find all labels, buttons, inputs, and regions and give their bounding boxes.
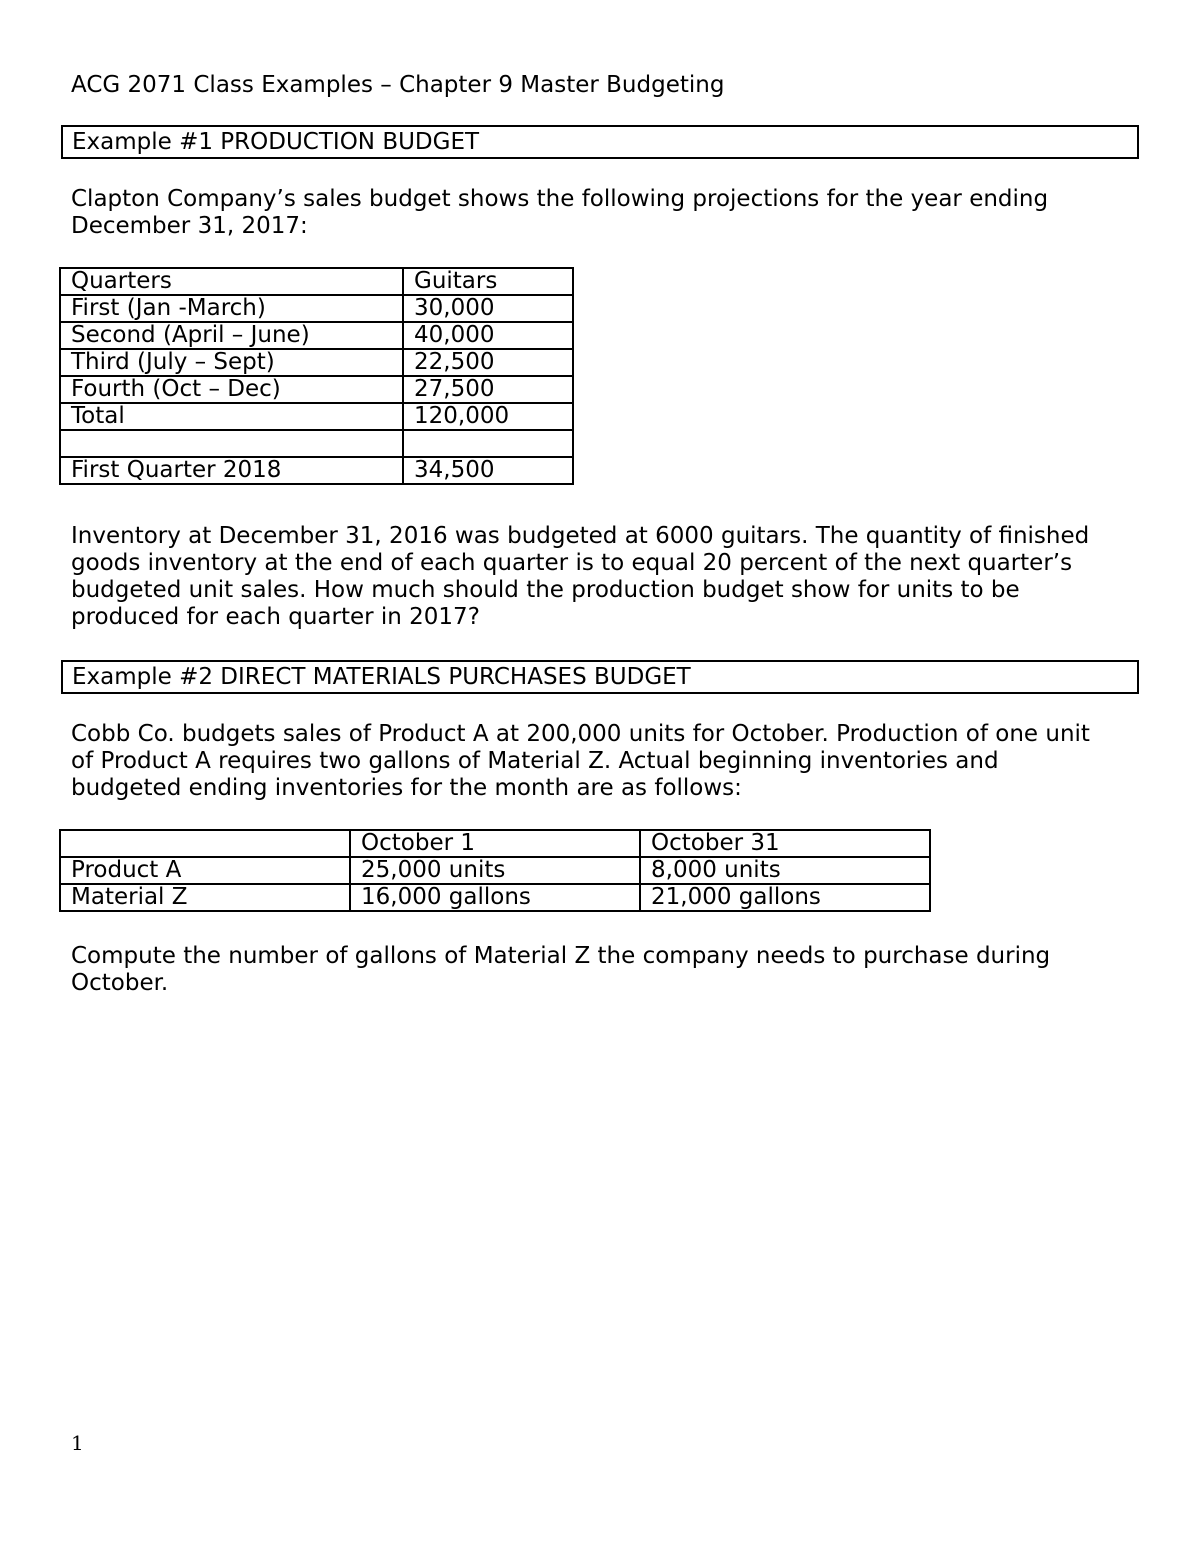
page-title: ACG 2071 Class Examples – Chapter 9 Master Budgeting	[71, 72, 725, 98]
table-cell: Product A	[60, 857, 350, 884]
example-2-header: Example #2 DIRECT MATERIALS PURCHASES BUDGET	[61, 660, 1139, 694]
header-cell-guitars: Guitars	[403, 268, 573, 295]
question-line: produced for each quarter in 2017?	[71, 604, 480, 630]
table-row	[60, 376, 573, 403]
example-1-intro	[71, 186, 1141, 240]
table-row	[60, 295, 573, 322]
table-row	[60, 457, 573, 484]
header-cell-october-1: October 1	[350, 830, 640, 857]
table-cell: Third (July – Sept)	[60, 349, 403, 376]
table-cell: 8,000 units	[640, 857, 930, 884]
table-cell: 27,500	[403, 376, 573, 403]
intro-line: Cobb Co. budgets sales of Product A at 200,000 units for October. Production of one unit	[71, 721, 1090, 747]
question-line: Inventory at December 31, 2016 was budgeted at 6000 guitars. The quantity of finished	[71, 523, 1090, 549]
table-header-row	[60, 830, 930, 857]
table-cell: 40,000	[403, 322, 573, 349]
table-row	[60, 349, 573, 376]
intro-line: December 31, 2017:	[71, 213, 308, 239]
table-cell: 30,000	[403, 295, 573, 322]
header-cell-october-31: October 31	[640, 830, 930, 857]
example-2-question	[71, 943, 1141, 997]
table-cell: Total	[60, 403, 403, 430]
table-cell	[403, 430, 573, 457]
table-cell: Second (April – June)	[60, 322, 403, 349]
page-number: 1	[71, 1431, 84, 1455]
table-cell: 21,000 gallons	[640, 884, 930, 911]
sales-budget-table	[59, 267, 574, 485]
table-cell: Material Z	[60, 884, 350, 911]
table-row	[60, 857, 930, 884]
intro-line: budgeted ending inventories for the month are as follows:	[71, 775, 742, 801]
table-cell: 34,500	[403, 457, 573, 484]
table-header-row	[60, 268, 573, 295]
question-line: October.	[71, 970, 169, 996]
table-cell	[60, 430, 403, 457]
table-cell: 22,500	[403, 349, 573, 376]
table-cell: First Quarter 2018	[60, 457, 403, 484]
table-row-empty	[60, 430, 573, 457]
example-2-intro	[71, 721, 1141, 802]
header-cell-empty	[60, 830, 350, 857]
table-row	[60, 403, 573, 430]
table-row	[60, 322, 573, 349]
table-row	[60, 884, 930, 911]
intro-line: Clapton Company’s sales budget shows the following projections for the year ending	[71, 186, 1049, 212]
intro-line: of Product A requires two gallons of Material Z. Actual beginning inventories and	[71, 748, 999, 774]
question-line: goods inventory at the end of each quarter is to equal 20 percent of the next quarter’s	[71, 550, 1073, 576]
question-line: budgeted unit sales. How much should the production budget show for units to be	[71, 577, 1020, 603]
table-cell: 25,000 units	[350, 857, 640, 884]
example-1-header: Example #1 PRODUCTION BUDGET	[61, 125, 1139, 159]
table-cell: 16,000 gallons	[350, 884, 640, 911]
table-cell: Fourth (Oct – Dec)	[60, 376, 403, 403]
header-cell-quarters: Quarters	[60, 268, 403, 295]
table-cell: First (Jan -March)	[60, 295, 403, 322]
inventory-table	[59, 829, 931, 912]
table-cell: 120,000	[403, 403, 573, 430]
question-line: Compute the number of gallons of Material Z the company needs to purchase during	[71, 943, 1051, 969]
example-1-question	[71, 523, 1141, 631]
